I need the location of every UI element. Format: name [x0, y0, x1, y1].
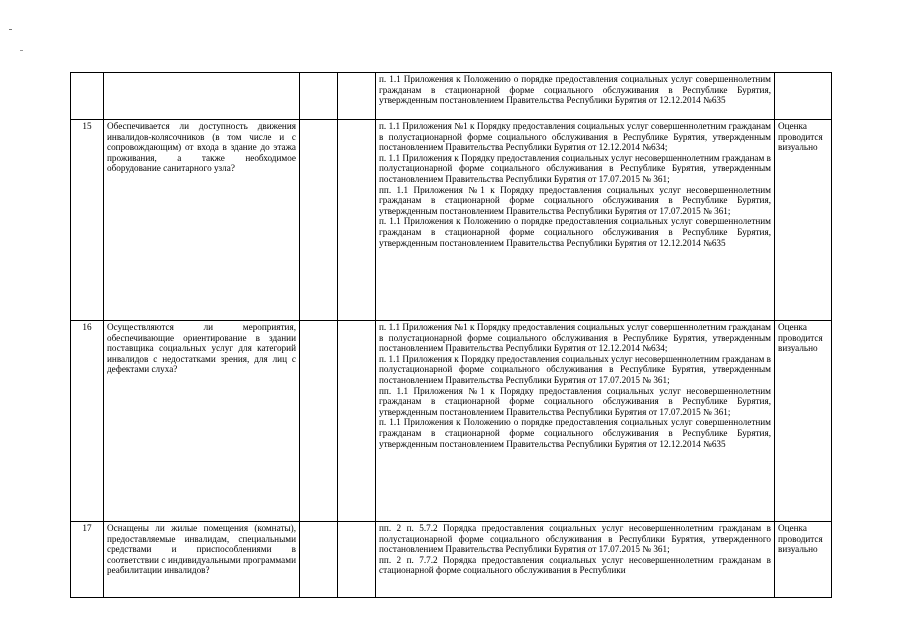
empty-cell: [300, 321, 338, 522]
table-row: [71, 73, 832, 120]
row-number: 15: [71, 120, 104, 321]
empty-cell: [300, 73, 338, 120]
legal-reference: п. 1.1 Приложения №1 к Порядку предоставления социальных услуг совершеннолетним гражданам в полустационарной форме социального обслуживания в Республике Бурятия, утвержденным постановлением Правительства Республики Бурятия от 12.12.2014 №634;: [379, 121, 771, 153]
empty-cell: [338, 321, 376, 522]
legal-reference: п. 1.1 Приложения к Положению о порядке предоставления социальных услуг совершеннолетним гражданам в стационарной форме социального обслуживания в Республике Бурятия, утвержденным постановлением Правительства Республики Бурятия от 12.12.2014 №635: [379, 74, 771, 106]
legal-reference-cell: [376, 73, 775, 120]
table-row: [71, 522, 832, 598]
evaluation-cell: [775, 73, 832, 120]
table-row: [71, 120, 832, 321]
legal-reference-cell: [376, 321, 775, 522]
question-cell: Осуществляются ли мероприятия, обеспечивающие ориентирование в здании поставщика социальных услуг для категорий инвалидов с недостатками зрения, для лиц с дефектами слуха?: [104, 321, 300, 522]
empty-cell: [338, 73, 376, 120]
evaluation-cell: Оценка проводится визуально: [775, 120, 832, 321]
legal-reference: п. 1.1 Приложения к Порядку предоставления социальных услуг несовершеннолетним гражданам в полустационарной форме социального обслуживания в Республике Бурятия, утвержденным постановлением Правительства Республики Бурятия от 17.07.2015 № 361;: [379, 353, 771, 385]
legal-reference: п. 1.1 Приложения к Порядку предоставления социальных услуг несовершеннолетним гражданам в полустационарной форме социального обслуживания в Республике Бурятия, утвержденным постановлением Правительства Республики Бурятия от 17.07.2015 № 361;: [379, 152, 771, 184]
legal-reference: п. 1.1 Приложения №1 к Порядку предоставления социальных услуг совершеннолетним гражданам в полустационарной форме социального обслуживания в Республике Бурятия, утвержденным постановлением Правительства Республики Бурятия от 12.12.2014 №634;: [379, 322, 771, 354]
legal-reference: п. 1.1 Приложения к Положению о порядке предоставления социальных услуг совершеннолетним гражданам в стационарной форме социального обслуживания в Республике Бурятия, утвержденным постановлением Правительства Республики Бурятия от 12.12.2014 №635: [379, 216, 771, 248]
legal-reference: п. 1.1 Приложения к Положению о порядке предоставления социальных услуг совершеннолетним гражданам в стационарной форме социального обслуживания в Республике Бурятия, утвержденным постановлением Правительства Республики Бурятия от 12.12.2014 №635: [379, 417, 771, 449]
scan-mark: [20, 50, 23, 51]
legal-reference-cell: [376, 120, 775, 321]
empty-cell: [338, 522, 376, 598]
scan-mark: [9, 29, 12, 30]
row-number: 17: [71, 522, 104, 598]
empty-cell: [300, 522, 338, 598]
table-row: [71, 321, 832, 522]
evaluation-cell: Оценка проводится визуально: [775, 321, 832, 522]
legal-reference-cell: [376, 522, 775, 598]
row-number: [71, 73, 104, 120]
evaluation-cell: Оценка проводится визуально: [775, 522, 832, 598]
question-cell: Обеспечивается ли доступность движения инвалидов-колясочников (в том числе и с сопровождающим) от входа в здание до этажа проживания, а также необходимое оборудование санитарного узла?: [104, 120, 300, 321]
empty-cell: [300, 120, 338, 321]
question-cell: Оснащены ли жилые помещения (комнаты), предоставляемые инвалидам, специальными средствами и приспособлениями в соответствии с индивидуальными программами реабилитации инвалидов?: [104, 522, 300, 598]
question-cell: [104, 73, 300, 120]
legal-reference: пп. 1.1 Приложения №1 к Порядку предоставления социальных услуг несовершеннолетним гражданам в стационарной форме социального обслуживания в Республике Бурятия, утвержденным постановлением Правительства Республики Бурятия от 17.07.2015 № 361;: [379, 184, 771, 216]
checklist-table: [70, 72, 832, 598]
empty-cell: [338, 120, 376, 321]
legal-reference: пп. 1.1 Приложения №1 к Порядку предоставления социальных услуг несовершеннолетним гражданам в стационарной форме социального обслуживания в Республике Бурятия, утвержденным постановлением Правительства Республики Бурятия от 17.07.2015 № 361;: [379, 385, 771, 417]
legal-reference: пп. 2 п. 7.7.2 Порядка предоставления социальных услуг несовершеннолетним гражданам в стационарной форме социального обслуживания в Республики: [379, 554, 771, 576]
row-number: 16: [71, 321, 104, 522]
legal-reference: пп. 2 п. 5.7.2 Порядка предоставления социальных услуг несовершеннолетним гражданам в полустационарной форме социального обслуживания в Республики Бурятия, утвержденного постановлением Правительства Республики Бурятия от 17.07.2015 № 361;: [379, 523, 771, 555]
